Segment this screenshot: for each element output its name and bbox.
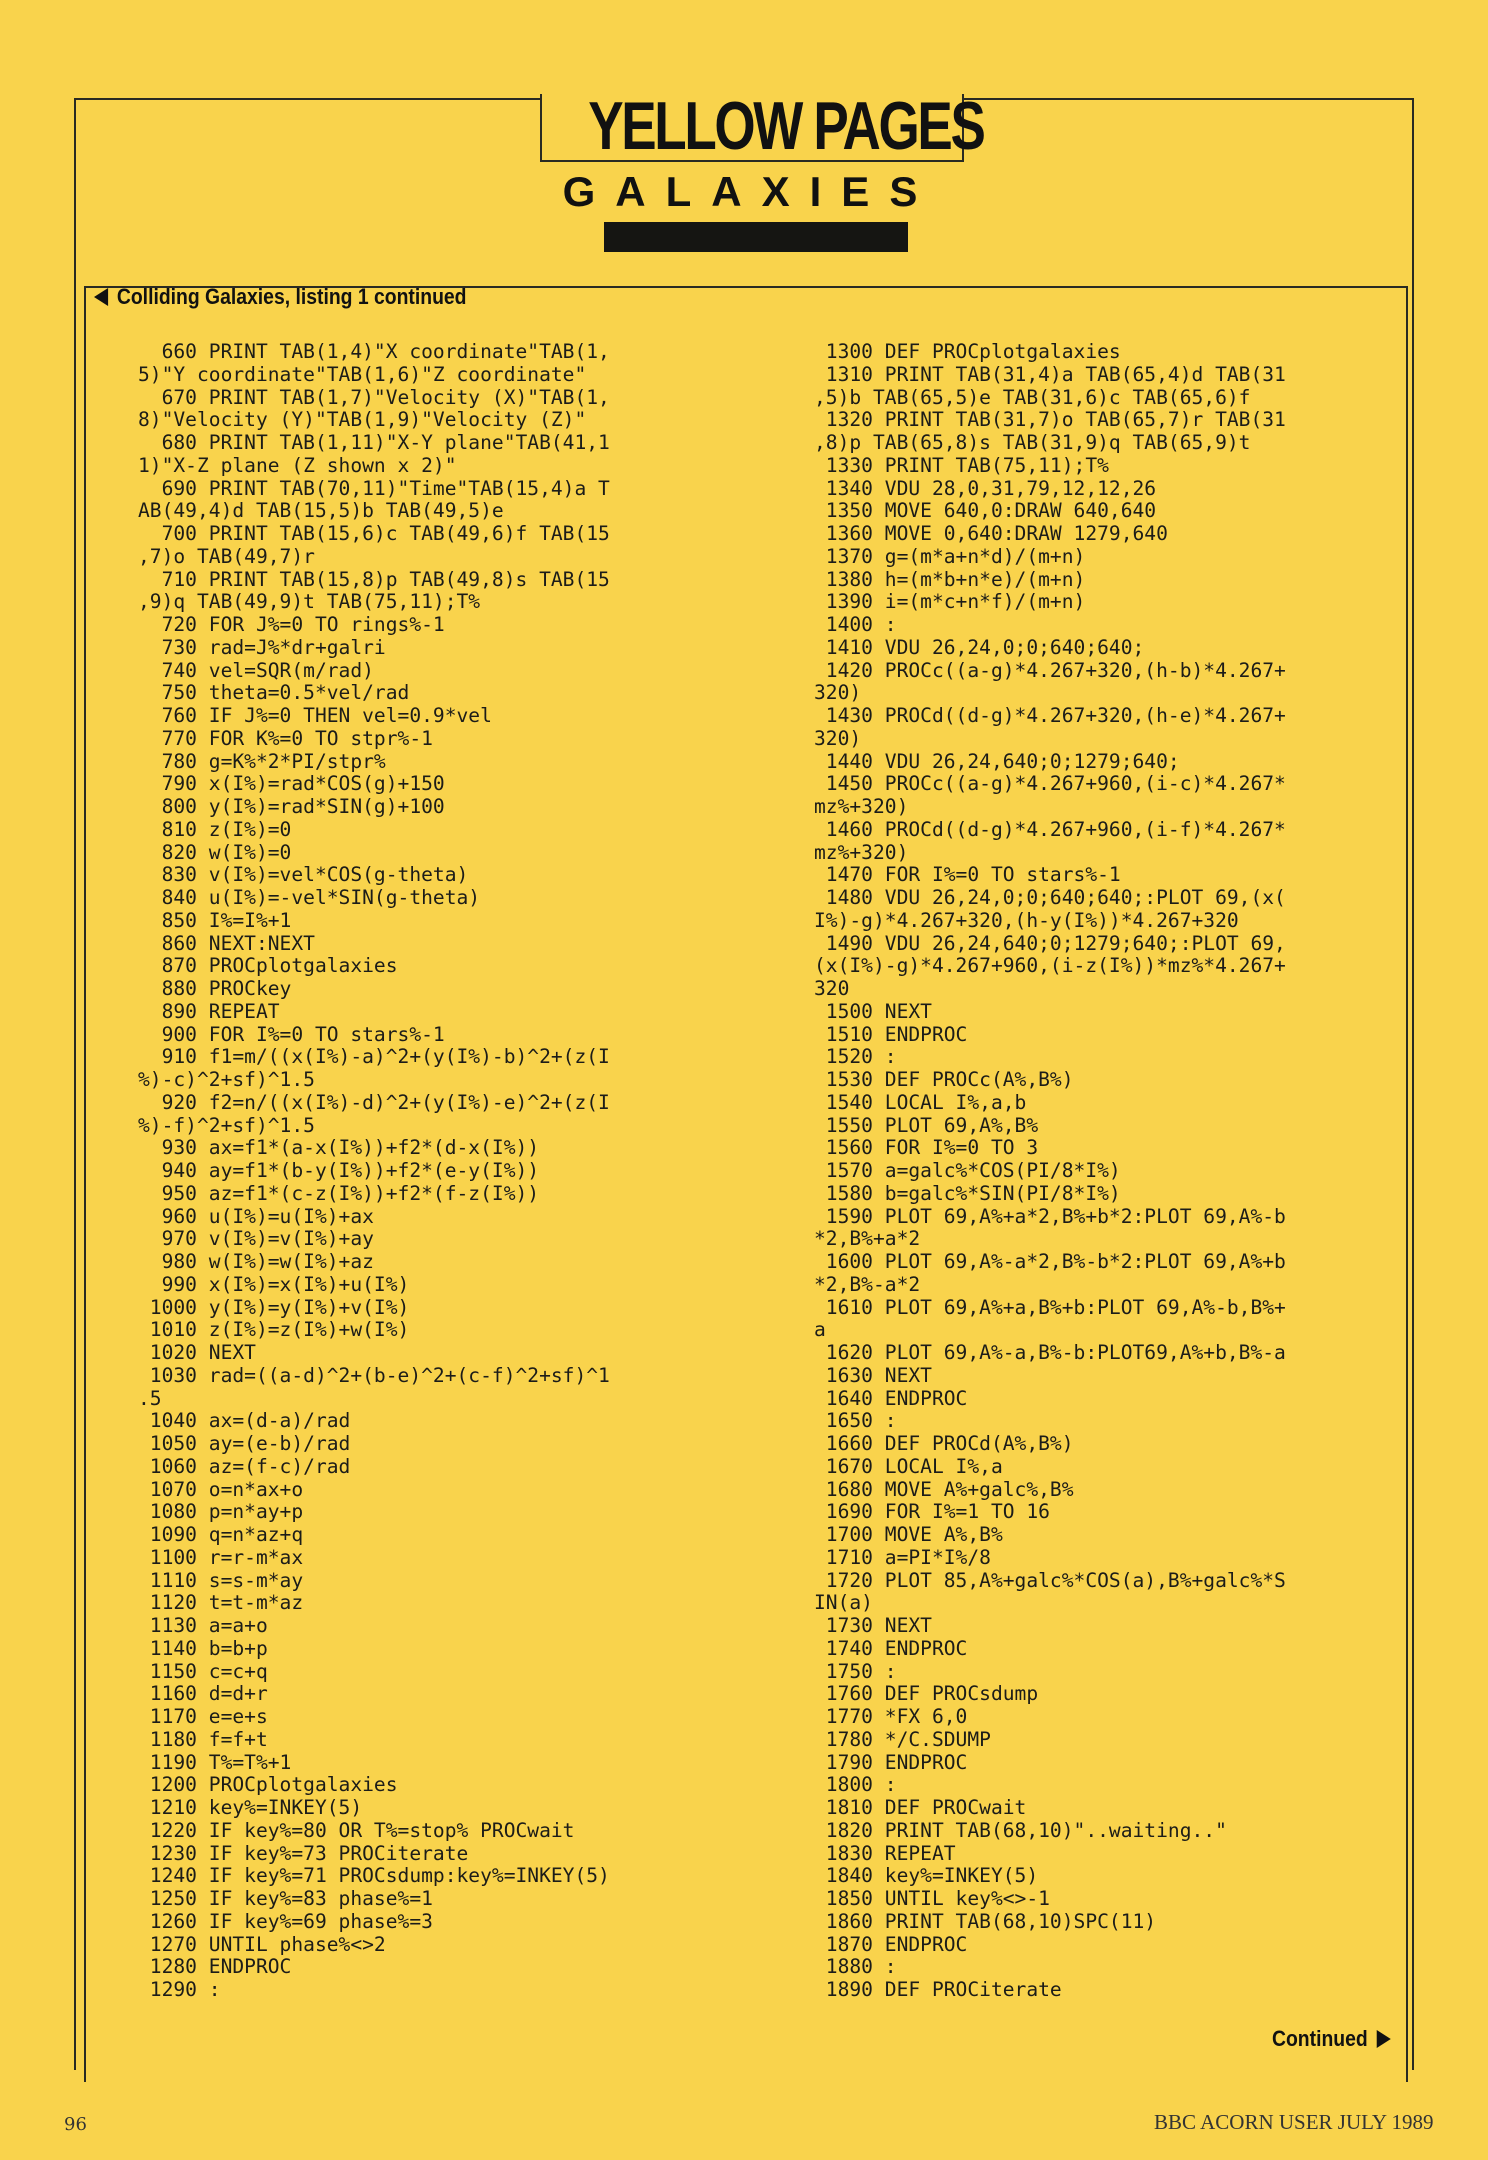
code-line: 940 ay=f1*(b-y(I%))+f2*(e-y(I%)) xyxy=(138,1159,540,1182)
code-line: 730 rad=J%*dr+galri xyxy=(138,635,386,659)
code-line: 1230 IF key%=73 PROCiterate xyxy=(138,1841,469,1865)
code-line: 1350 MOVE 640,0:DRAW 640,640 xyxy=(814,499,1157,523)
code-line: 810 z(I%)=0 xyxy=(138,817,292,841)
continued-text: Continued xyxy=(1272,2026,1368,2051)
code-line: 1090 q=n*az+q xyxy=(138,1523,304,1546)
caption-text: Colliding Galaxies, listing 1 continued xyxy=(116,284,467,309)
code-line: 960 u(I%)=u(I%)+ax xyxy=(138,1204,374,1228)
code-column-right xyxy=(814,341,1286,2002)
code-line: 1310 PRINT TAB(31,4)a TAB(65,4)d TAB(31 xyxy=(814,362,1286,386)
left-arrow-icon xyxy=(94,288,108,306)
frame-line-right xyxy=(1412,98,1414,2070)
page-title: YELLOW PAGES xyxy=(588,88,984,164)
code-line: 1270 UNTIL phase%<>2 xyxy=(138,1932,386,1956)
code-line: 1860 PRINT TAB(68,10)SPC(11) xyxy=(814,1909,1157,1933)
code-line: 760 IF J%=0 THEN vel=0.9*vel xyxy=(138,704,492,727)
code-line: 890 REPEAT xyxy=(138,999,280,1023)
code-line: 1700 MOVE A%,B% xyxy=(814,1523,1003,1546)
code-line: 1300 DEF PROCplotgalaxies xyxy=(814,340,1121,363)
code-line: 870 PROCplotgalaxies xyxy=(138,954,398,978)
page-number: 96 xyxy=(64,2114,87,2135)
code-line: 1870 ENDPROC xyxy=(814,1932,968,1956)
code-line: 1560 FOR I%=0 TO 3 xyxy=(814,1136,1039,1160)
code-line: 1820 PRINT TAB(68,10)"..waiting.." xyxy=(814,1818,1227,1842)
code-line: I%)-g)*4.267+320,(h-y(I%))*4.267+320 xyxy=(814,908,1239,932)
code-line: 1250 IF key%=83 phase%=1 xyxy=(138,1887,433,1910)
code-line: 770 FOR K%=0 TO stpr%-1 xyxy=(138,726,433,750)
code-line: 1450 PROCc((a-g)*4.267+960,(i-c)*4.267* xyxy=(814,772,1286,796)
code-line: 1260 IF key%=69 phase%=3 xyxy=(138,1909,433,1933)
code-line: 700 PRINT TAB(15,6)c TAB(49,6)f TAB(15 xyxy=(138,522,610,545)
frame-line-top-left xyxy=(74,98,540,100)
code-line: 1360 MOVE 0,640:DRAW 1279,640 xyxy=(814,522,1168,545)
code-line: 1320 PRINT TAB(31,7)o TAB(65,7)r TAB(31 xyxy=(814,408,1286,432)
code-line: (x(I%)-g)*4.267+960,(i-z(I%))*mz%*4.267+ xyxy=(814,954,1286,978)
code-line: 830 v(I%)=vel*COS(g-theta) xyxy=(138,863,469,887)
code-line: 1060 az=(f-c)/rad xyxy=(138,1454,351,1478)
code-line: 1580 b=galc%*SIN(PI/8*I%) xyxy=(814,1181,1121,1205)
code-line: 1030 rad=((a-d)^2+(b-e)^2+(c-f)^2+sf)^1 xyxy=(138,1363,610,1387)
frame-line-left xyxy=(74,98,76,2070)
code-line: 920 f2=n/((x(I%)-d)^2+(y(I%)-e)^2+(z(I xyxy=(138,1090,610,1114)
code-line: 720 FOR J%=0 TO rings%-1 xyxy=(138,613,445,636)
code-line: 1530 DEF PROCc(A%,B%) xyxy=(814,1068,1074,1091)
code-line: 1620 PLOT 69,A%-a,B%-b:PLOT69,A%+b,B%-a xyxy=(814,1341,1286,1364)
code-line: 1070 o=n*ax+o xyxy=(138,1477,304,1501)
code-column-left xyxy=(138,341,610,2002)
code-line: 5)"Y coordinate"TAB(1,6)"Z coordinate" xyxy=(138,362,587,386)
code-line: 1680 MOVE A%+galc%,B% xyxy=(814,1477,1074,1501)
code-line: 680 PRINT TAB(1,11)"X-Y plane"TAB(41,1 xyxy=(138,431,610,454)
code-line: 8)"Velocity (Y)"TAB(1,9)"Velocity (Z)" xyxy=(138,408,587,432)
code-line: 1020 NEXT xyxy=(138,1341,256,1364)
code-line: 1830 REPEAT xyxy=(814,1841,956,1865)
code-line: 1540 LOCAL I%,a,b xyxy=(814,1090,1027,1114)
code-line: 1590 PLOT 69,A%+a*2,B%+b*2:PLOT 69,A%-b xyxy=(814,1204,1286,1228)
code-line: 1510 ENDPROC xyxy=(814,1022,968,1046)
code-line: 880 PROCkey xyxy=(138,977,292,1000)
code-line: 1690 FOR I%=1 TO 16 xyxy=(814,1500,1050,1524)
title-bar-decoration xyxy=(604,222,908,252)
continued-marker xyxy=(1272,2026,1391,2052)
code-line: %)-c)^2+sf)^1.5 xyxy=(138,1068,315,1091)
code-line: 1800 : xyxy=(814,1773,897,1797)
code-line: 710 PRINT TAB(15,8)p TAB(49,8)s TAB(15 xyxy=(138,567,610,591)
code-line: 1380 h=(m*b+n*e)/(m+n) xyxy=(814,567,1086,591)
code-line: 1630 NEXT xyxy=(814,1363,932,1387)
code-line: %)-f)^2+sf)^1.5 xyxy=(138,1113,315,1137)
listing-caption xyxy=(94,284,466,310)
code-line: 1840 key%=INKEY(5) xyxy=(814,1864,1039,1888)
code-line: 1710 a=PI*I%/8 xyxy=(814,1545,991,1569)
code-line: 1720 PLOT 85,A%+galc%*COS(a),B%+galc%*S xyxy=(814,1568,1286,1592)
code-line: 1400 : xyxy=(814,613,897,636)
code-line: 1200 PROCplotgalaxies xyxy=(138,1773,398,1797)
code-line: 1170 e=e+s xyxy=(138,1705,268,1728)
code-line: mz%+320) xyxy=(814,840,909,864)
code-line: 1850 UNTIL key%<>-1 xyxy=(814,1887,1050,1910)
code-line: 690 PRINT TAB(70,11)"Time"TAB(15,4)a T xyxy=(138,476,610,500)
code-line: ,8)p TAB(65,8)s TAB(31,9)q TAB(65,9)t xyxy=(814,431,1251,454)
code-line: 320 xyxy=(814,977,850,1000)
code-line: 1460 PROCd((d-g)*4.267+960,(i-f)*4.267* xyxy=(814,817,1286,841)
code-line: 1140 b=b+p xyxy=(138,1636,268,1660)
code-line: AB(49,4)d TAB(15,5)b TAB(49,5)e xyxy=(138,499,504,523)
section-title: GALAXIES xyxy=(562,168,938,215)
code-line: mz%+320) xyxy=(814,795,909,818)
code-line: 1290 : xyxy=(138,1978,221,2001)
code-line: 970 v(I%)=v(I%)+ay xyxy=(138,1227,374,1251)
code-line: *2,B%+a*2 xyxy=(814,1227,921,1251)
code-line: 1000 y(I%)=y(I%)+v(I%) xyxy=(138,1295,410,1319)
publication-footer: BBC ACORN USER JULY 1989 xyxy=(1154,2110,1434,2134)
code-line: 1520 : xyxy=(814,1045,897,1069)
code-line: 900 FOR I%=0 TO stars%-1 xyxy=(138,1022,445,1046)
code-line: 1210 key%=INKEY(5) xyxy=(138,1796,363,1819)
code-line: 1160 d=d+r xyxy=(138,1682,268,1706)
code-line: 1670 LOCAL I%,a xyxy=(814,1454,1003,1478)
code-line: 780 g=K%*2*PI/stpr% xyxy=(138,749,386,773)
code-line: 1420 PROCc((a-g)*4.267+320,(h-b)*4.267+ xyxy=(814,658,1286,682)
code-line: 1120 t=t-m*az xyxy=(138,1591,304,1615)
code-line: 670 PRINT TAB(1,7)"Velocity (X)"TAB(1, xyxy=(138,385,610,409)
code-line: 910 f1=m/((x(I%)-a)^2+(y(I%)-b)^2+(z(I xyxy=(138,1045,610,1069)
code-line: IN(a) xyxy=(814,1591,873,1615)
code-line: 1650 : xyxy=(814,1409,897,1433)
code-line: 320) xyxy=(814,681,862,705)
code-line: 1080 p=n*ay+p xyxy=(138,1500,304,1524)
code-line: 1010 z(I%)=z(I%)+w(I%) xyxy=(138,1318,410,1342)
code-line: 1050 ay=(e-b)/rad xyxy=(138,1432,351,1455)
code-line: 1610 PLOT 69,A%+a,B%+b:PLOT 69,A%-b,B%+ xyxy=(814,1295,1286,1319)
code-line: 1750 : xyxy=(814,1659,897,1683)
code-line: 1490 VDU 26,24,640;0;1279;640;:PLOT 69, xyxy=(814,931,1286,955)
code-line: 790 x(I%)=rad*COS(g)+150 xyxy=(138,772,445,796)
code-line: 1280 ENDPROC xyxy=(138,1955,292,1979)
code-line: 1340 VDU 28,0,31,79,12,12,26 xyxy=(814,476,1157,500)
code-line: .5 xyxy=(138,1386,162,1410)
code-line: 1570 a=galc%*COS(PI/8*I%) xyxy=(814,1159,1121,1182)
code-line: 1110 s=s-m*ay xyxy=(138,1568,304,1592)
code-line: 800 y(I%)=rad*SIN(g)+100 xyxy=(138,795,445,818)
code-line: 1480 VDU 26,24,0;0;640;640;:PLOT 69,(x( xyxy=(814,886,1286,909)
code-line: 1410 VDU 26,24,0;0;640;640; xyxy=(814,635,1145,659)
code-line: 1130 a=a+o xyxy=(138,1614,268,1637)
code-line: 660 PRINT TAB(1,4)"X coordinate"TAB(1, xyxy=(138,340,610,363)
code-line: 1660 DEF PROCd(A%,B%) xyxy=(814,1432,1074,1455)
code-line: 1100 r=r-m*ax xyxy=(138,1545,304,1569)
code-line: 1370 g=(m*a+n*d)/(m+n) xyxy=(814,544,1086,568)
code-line: 1150 c=c+q xyxy=(138,1659,268,1683)
code-line: 860 NEXT:NEXT xyxy=(138,931,315,955)
code-line: *2,B%-a*2 xyxy=(814,1272,921,1296)
code-line: 840 u(I%)=-vel*SIN(g-theta) xyxy=(138,886,481,909)
code-line: 1780 */C.SDUMP xyxy=(814,1727,991,1751)
code-line: 1330 PRINT TAB(75,11);T% xyxy=(814,453,1109,477)
code-line: 1770 *FX 6,0 xyxy=(814,1705,968,1728)
code-line: a xyxy=(814,1318,826,1342)
code-line: 1890 DEF PROCiterate xyxy=(814,1978,1062,2001)
code-line: ,5)b TAB(65,5)e TAB(31,6)c TAB(65,6)f xyxy=(814,385,1251,409)
code-line: 990 x(I%)=x(I%)+u(I%) xyxy=(138,1272,410,1296)
code-line: 1180 f=f+t xyxy=(138,1727,268,1751)
code-line: 740 vel=SQR(m/rad) xyxy=(138,658,374,682)
right-arrow-icon xyxy=(1377,2030,1391,2048)
code-line: ,7)o TAB(49,7)r xyxy=(138,544,315,568)
code-line: 820 w(I%)=0 xyxy=(138,840,292,864)
code-line: 1810 DEF PROCwait xyxy=(814,1796,1027,1819)
code-line: 1740 ENDPROC xyxy=(814,1636,968,1660)
code-line: ,9)q TAB(49,9)t TAB(75,11);T% xyxy=(138,590,481,614)
code-line: 1550 PLOT 69,A%,B% xyxy=(814,1113,1039,1137)
code-line: 1390 i=(m*c+n*f)/(m+n) xyxy=(814,590,1086,614)
code-line: 1790 ENDPROC xyxy=(814,1750,968,1774)
code-line: 1240 IF key%=71 PROCsdump:key%=INKEY(5) xyxy=(138,1864,610,1888)
code-line: 1)"X-Z plane (Z shown x 2)" xyxy=(138,453,457,477)
code-line: 1730 NEXT xyxy=(814,1614,932,1637)
code-line: 1600 PLOT 69,A%-a*2,B%-b*2:PLOT 69,A%+b xyxy=(814,1250,1286,1273)
code-line: 950 az=f1*(c-z(I%))+f2*(f-z(I%)) xyxy=(138,1181,540,1205)
code-line: 750 theta=0.5*vel/rad xyxy=(138,681,410,705)
code-line: 1220 IF key%=80 OR T%=stop% PROCwait xyxy=(138,1818,575,1842)
code-line: 1760 DEF PROCsdump xyxy=(814,1682,1039,1706)
code-line: 930 ax=f1*(a-x(I%))+f2*(d-x(I%)) xyxy=(138,1136,540,1160)
code-line: 980 w(I%)=w(I%)+az xyxy=(138,1250,374,1273)
code-line: 1440 VDU 26,24,640;0;1279;640; xyxy=(814,749,1180,773)
title-box xyxy=(540,88,984,164)
code-line: 320) xyxy=(814,726,862,750)
code-line: 1640 ENDPROC xyxy=(814,1386,968,1410)
code-line: 1040 ax=(d-a)/rad xyxy=(138,1409,351,1433)
code-line: 850 I%=I%+1 xyxy=(138,908,292,932)
frame-line-top-right xyxy=(962,98,1414,100)
code-line: 1880 : xyxy=(814,1955,897,1979)
code-line: 1470 FOR I%=0 TO stars%-1 xyxy=(814,863,1121,887)
code-line: 1190 T%=T%+1 xyxy=(138,1750,292,1774)
code-line: 1430 PROCd((d-g)*4.267+320,(h-e)*4.267+ xyxy=(814,704,1286,727)
code-line: 1500 NEXT xyxy=(814,999,932,1023)
